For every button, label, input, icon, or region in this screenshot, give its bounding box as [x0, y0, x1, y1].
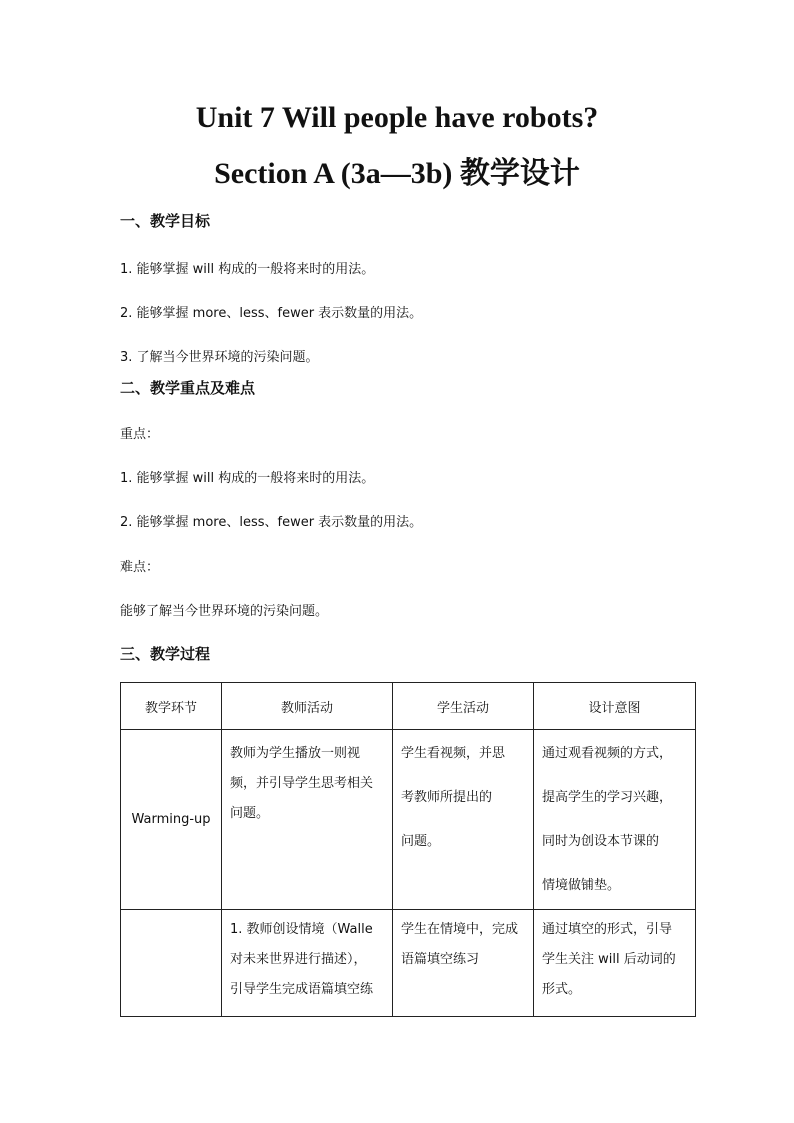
cell-line: 学生在情境中，完成 — [401, 922, 519, 937]
stage-cell — [121, 910, 222, 1017]
cell-line: 引导学生完成语篇填空练 — [230, 982, 374, 997]
cell-line: 问题。 — [230, 806, 270, 821]
stage-cell: Warming-up — [121, 730, 222, 910]
cell-line: 情境做铺垫。 — [542, 878, 621, 893]
student-activity-cell — [393, 910, 534, 1017]
difficult-point-text: 能够了解当今世界环境的污染问题。 — [120, 604, 329, 619]
section-heading-key-points: 二、教学重点及难点 — [120, 379, 256, 397]
key-points-label: 重点： — [120, 427, 160, 442]
header-student-activity: 学生活动 — [393, 683, 534, 730]
cell-line: 问题。 — [401, 834, 441, 849]
cell-line: 同时为创设本节课的 — [542, 834, 660, 849]
cell-line: 对未来世界进行描述）， — [230, 952, 367, 967]
objective-item-2: 2. 能够掌握 more、less、fewer 表示数量的用法。 — [120, 306, 423, 321]
header-stage: 教学环节 — [121, 683, 222, 730]
teacher-activity-cell — [222, 730, 393, 910]
difficult-points-label: 难点： — [120, 560, 160, 575]
document-title: Unit 7 Will people have robots? — [195, 101, 599, 134]
cell-line: 形式。 — [542, 982, 582, 997]
section-heading-objectives: 一、教学目标 — [120, 212, 211, 230]
cell-line: 考教师所提出的 — [401, 790, 493, 805]
table-header-row — [121, 683, 696, 730]
cell-line: 提高学生的学习兴趣， — [542, 790, 673, 805]
cell-line: 频，并引导学生思考相关 — [230, 776, 374, 791]
section-heading-process: 三、教学过程 — [120, 645, 211, 663]
cell-line: 学生看视频，并思 — [401, 746, 506, 761]
cell-line: 1. 教师创设情境（Walle — [230, 922, 373, 937]
cell-line: 语篇填空练习 — [401, 952, 480, 967]
table-row — [121, 910, 696, 1017]
document-subtitle: Section A (3a—3b) 教学设计 — [214, 157, 580, 190]
key-point-item-2: 2. 能够掌握 more、less、fewer 表示数量的用法。 — [120, 515, 423, 530]
cell-line: 教师为学生播放一则视 — [230, 746, 361, 761]
teacher-activity-cell — [222, 910, 393, 1017]
cell-line: 通过填空的形式，引导 — [542, 922, 673, 937]
objective-item-1: 1. 能够掌握 will 构成的一般将来时的用法。 — [120, 262, 375, 277]
header-design-purpose: 设计意图 — [534, 683, 696, 730]
objective-item-3: 3. 了解当今世界环境的污染问题。 — [120, 350, 319, 365]
cell-line: 通过观看视频的方式， — [542, 746, 673, 761]
cell-line: 学生关注 will 后动词的 — [542, 952, 676, 967]
student-activity-cell — [393, 730, 534, 910]
header-teacher-activity: 教师活动 — [222, 683, 393, 730]
design-purpose-cell — [534, 910, 696, 1017]
design-purpose-cell — [534, 730, 696, 910]
key-point-item-1: 1. 能够掌握 will 构成的一般将来时的用法。 — [120, 471, 375, 486]
teaching-process-table — [120, 682, 696, 1017]
table-row — [121, 730, 696, 910]
